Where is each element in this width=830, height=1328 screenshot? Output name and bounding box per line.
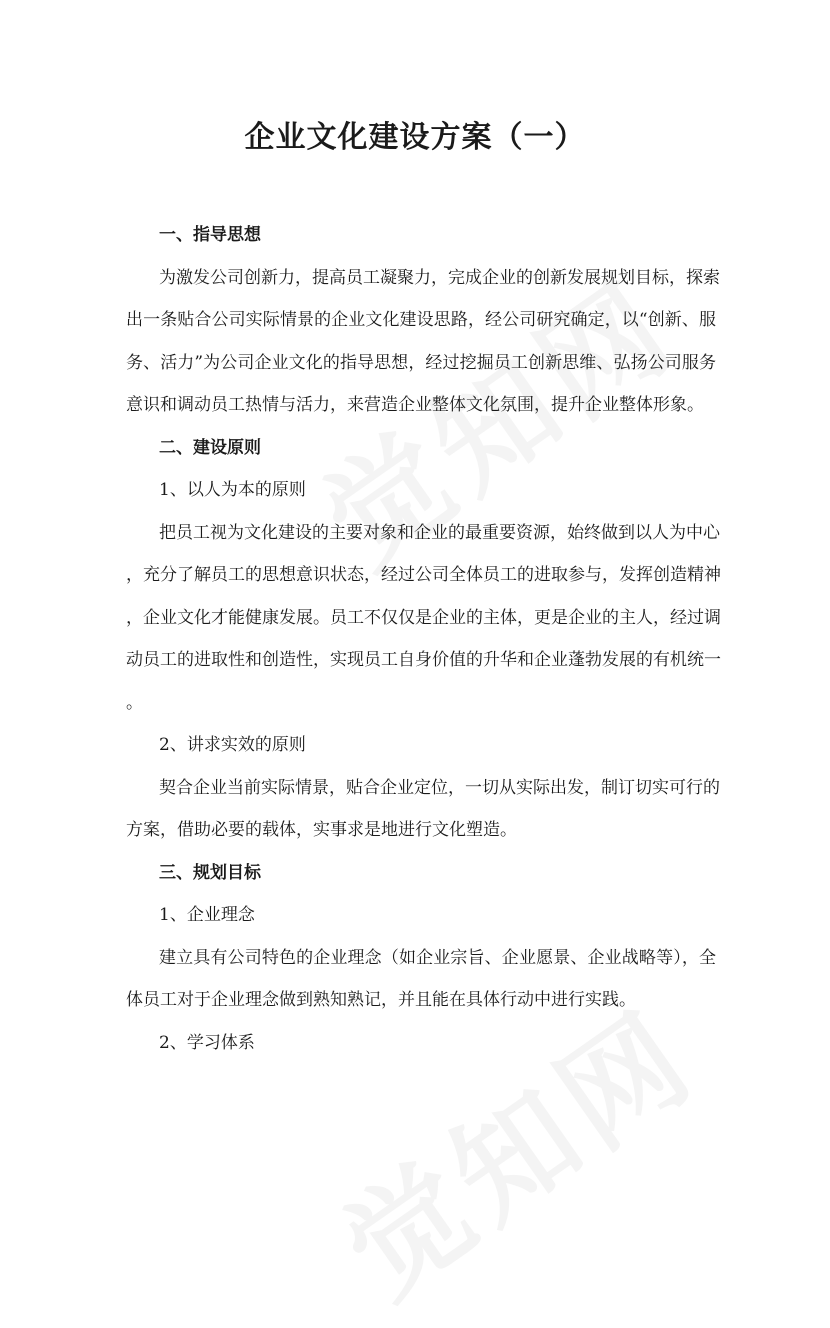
document-body (126, 214, 721, 1064)
paragraph-line: 体员工对于企业理念做到熟知熟记，并且能在具体行动中进行实践。 (126, 990, 636, 1010)
paragraph-line: 为激发公司创新力，提高员工凝聚力，完成企业的创新发展规划目标，探索 (159, 267, 720, 288)
paragraph-line: 方案，借助必要的载体，实事求是地进行文化塑造。 (126, 820, 517, 840)
paragraph-line: 把员工视为文化建设的主要对象和企业的最重要资源，始终做到以人为中心 (159, 522, 720, 543)
paragraph-line: ，充分了解员工的思想意识状态，经过公司全体员工的进取参与，发挥创造精神 (126, 565, 721, 585)
paragraph-line: 契合企业当前实际情景，贴合企业定位，一切从实际出发，制订切实可行的 (159, 777, 720, 798)
section-heading: 一、指导思想 (159, 225, 261, 245)
subsection-heading: 1、以人为本的原则 (159, 480, 306, 500)
paragraph-line: 出一条贴合公司实际情景的企业文化建设思路，经公司研究确定，以“创新、服 (126, 310, 716, 330)
subsection-heading: 2、讲求实效的原则 (159, 735, 306, 755)
subsection-heading: 2、学习体系 (159, 1032, 255, 1053)
page-title: 企业文化建设方案（一） (244, 120, 586, 155)
paragraph-line: 动员工的进取性和创造性，实现员工自身价值的升华和企业蓬勃发展的有机统一 (126, 650, 721, 670)
paragraph-line: 。 (126, 692, 143, 713)
paragraph-line: ，企业文化才能健康发展。员工不仅仅是企业的主体，更是企业的主人，经过调 (126, 607, 721, 628)
section-heading: 二、建设原则 (159, 437, 261, 458)
subsection-heading: 1、企业理念 (159, 905, 255, 925)
section-heading: 三、规划目标 (159, 862, 261, 883)
paragraph-line: 建立具有公司特色的企业理念（如企业宗旨、企业愿景、企业战略等），全 (159, 947, 716, 968)
paragraph-line: 务、活力”为公司企业文化的指导思想，经过挖掘员工创新思维、弘扬公司服务 (126, 352, 716, 373)
paragraph-line: 意识和调动员工热情与活力，来营造企业整体文化氛围，提升企业整体形象。 (126, 395, 704, 415)
